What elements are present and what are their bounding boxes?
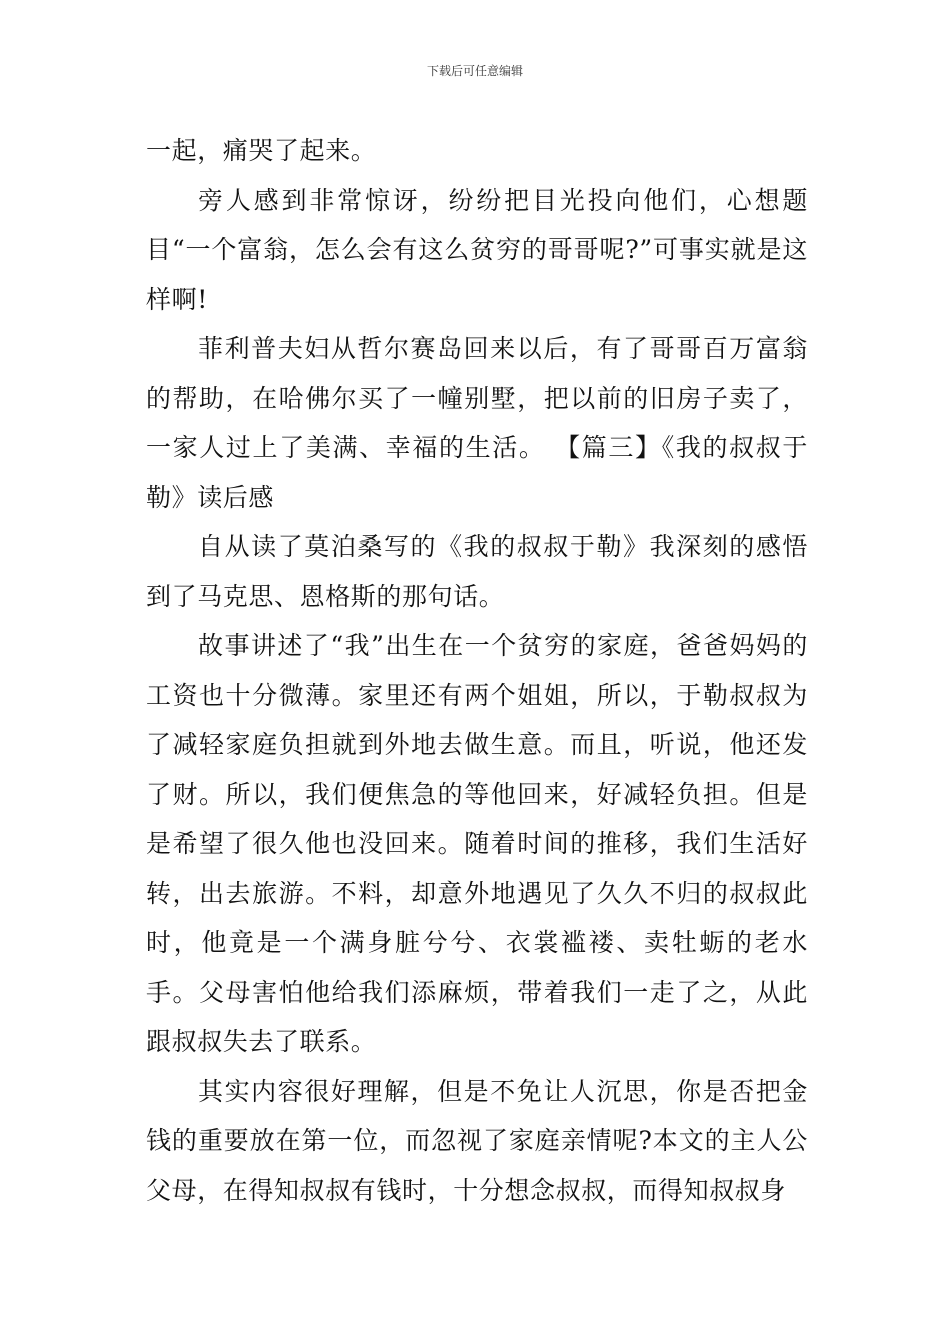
paragraph: 其实内容很好理解，但是不免让人沉思，你是否把金钱的重要放在第一位，而忽视了家庭亲情呢?本文的主人公父母，在得知叔叔有钱时，十分想念叔叔，而得知叔叔身 bbox=[146, 1076, 808, 1205]
paragraph: 旁人感到非常惊讶，纷纷把目光投向他们，心想题目“一个富翁，怎么会有这么贫穷的哥哥呢?”可事实就是这样啊! bbox=[146, 185, 808, 314]
paragraph-continued: 一起，痛哭了起来。 bbox=[146, 136, 377, 165]
paragraph: 自从读了莫泊桑写的《我的叔叔于勒》我深刻的感悟到了马克思、恩格斯的那句话。 bbox=[146, 532, 808, 611]
document-body bbox=[146, 126, 808, 1215]
paragraph: 菲利普夫妇从哲尔赛岛回来以后，有了哥哥百万富翁的帮助，在哈佛尔买了一幢别墅，把以前的旧房子卖了，一家人过上了美满、幸福的生活。 【篇三】《我的叔叔于勒》读后感 bbox=[146, 334, 808, 512]
page-header: 下载后可任意编辑 bbox=[426, 64, 523, 78]
paragraph: 故事讲述了“我”出生在一个贫穷的家庭，爸爸妈妈的工资也十分微薄。家里还有两个姐姐，所以，于勒叔叔为了减轻家庭负担就到外地去做生意。而且，听说，他还发了财。所以，我们便焦急的等他回来，好减轻负担。但是是希望了很久他也没回来。随着时间的推移，我们生活好转，出去旅游。不料，却意外地遇见了久久不归的叔叔此时，他竟是一个满身脏兮兮、衣裳褴褛、卖牡蛎的老水手。父母害怕他给我们添麻烦，带着我们一走了之，从此跟叔叔失去了联系。 bbox=[146, 631, 808, 1056]
